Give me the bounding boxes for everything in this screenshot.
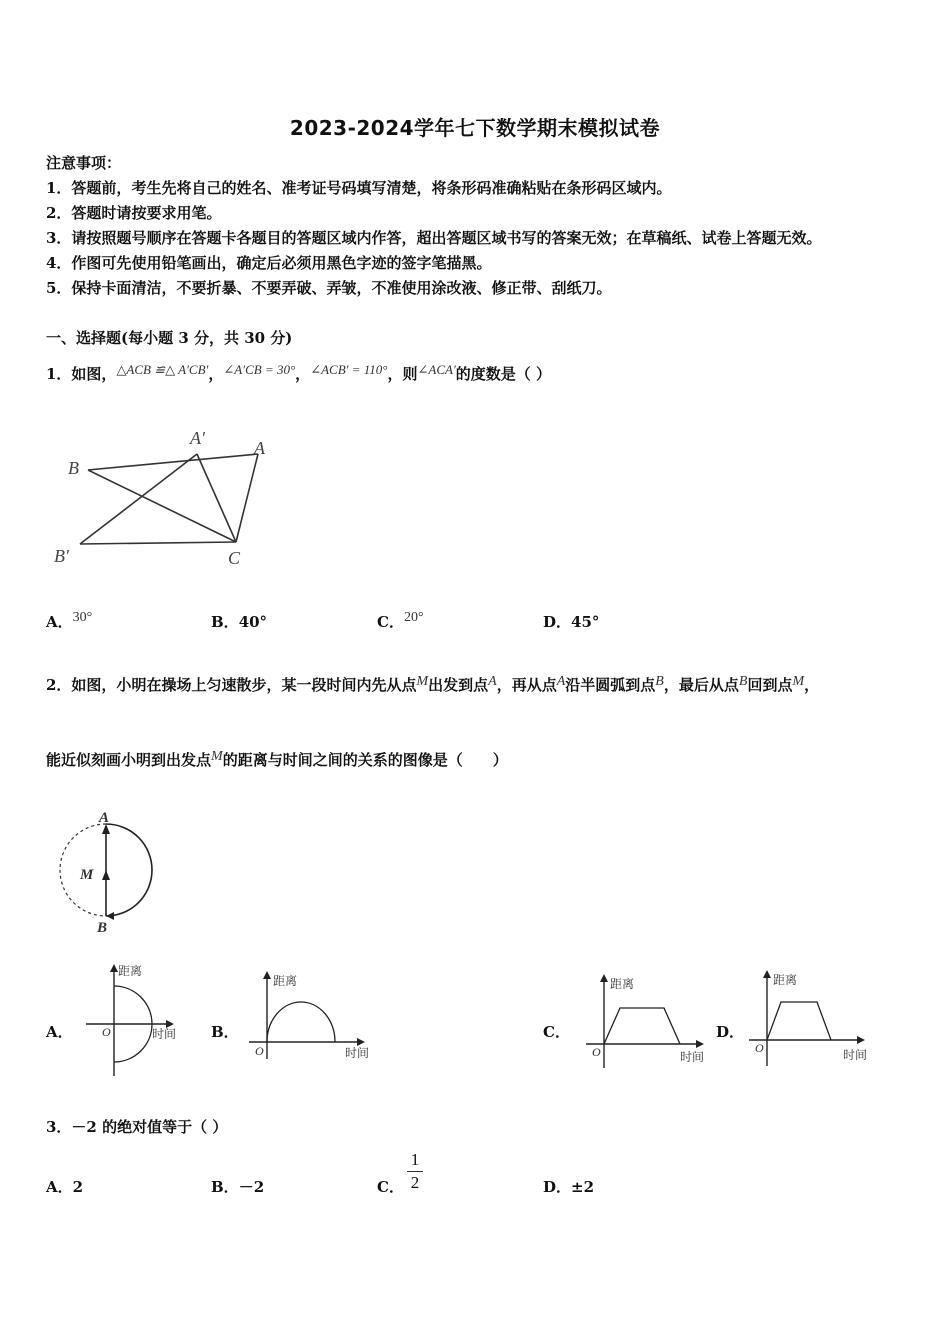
option-letter: A．: [46, 1023, 73, 1041]
q1-option-a[interactable]: [46, 611, 92, 632]
q2-point-M: M: [416, 674, 429, 689]
q2-text: ，: [804, 676, 820, 694]
option-letter: B．: [211, 613, 239, 631]
q2-graph-b[interactable]: [245, 965, 380, 1065]
notice-item-4: 4．作图可先使用铅笔画出，确定后必须用黑色字迹的签字笔描黑。: [46, 254, 492, 272]
x-axis-label: 时间: [345, 1046, 370, 1060]
x-axis-label: 时间: [843, 1048, 868, 1062]
y-axis-label: 距离: [118, 964, 143, 978]
notice-heading: 注意事项：: [46, 154, 122, 172]
option-letter: A．: [46, 613, 73, 631]
q1-option-d[interactable]: [543, 611, 599, 632]
origin-label: O: [255, 1044, 264, 1058]
q2-point-B: B: [655, 674, 664, 689]
q2-point-A: A: [556, 674, 566, 689]
option-letter: D．: [716, 1023, 745, 1041]
option-letter: D．: [543, 1178, 572, 1196]
origin-label: O: [592, 1045, 601, 1059]
option-value: 30°: [72, 610, 93, 625]
notice-item-5: 5．保持卡面清洁，不要折暴、不要弄破、弄皱，不准使用涂改液、修正带、刮纸刀。: [46, 279, 612, 297]
q2-text: 出发到点: [428, 676, 489, 694]
q2-text: ，再从点: [496, 676, 557, 694]
x-axis-label: 时间: [680, 1050, 705, 1064]
option-value: 2: [72, 1178, 84, 1196]
q2-option-d[interactable]: [716, 1021, 744, 1042]
graph-curve: [604, 1008, 680, 1044]
q1-condition-congruent: △ACB ≌△ A′CB′: [116, 362, 209, 377]
solid-semicircle-arc: [106, 824, 152, 916]
q3-fraction: [407, 1150, 423, 1193]
y-axis-label: 距离: [773, 973, 798, 987]
q1-condition-angle-2: ∠ACB′ = 110°: [310, 362, 388, 377]
x-axis-arrow-icon: [857, 1036, 865, 1044]
q3-option-c[interactable]: [377, 1176, 404, 1197]
q2-point-B: B: [738, 674, 748, 689]
option-value: 20°: [403, 610, 424, 625]
origin-label: O: [102, 1025, 111, 1039]
page-title: 2023-2024学年七下数学期末模拟试卷: [289, 116, 661, 140]
y-axis-arrow-icon: [763, 970, 771, 978]
arrow-left-icon: [106, 912, 114, 920]
label-A-prime: A′: [190, 428, 205, 448]
y-axis-arrow-icon: [110, 964, 118, 972]
y-axis-label: 距离: [273, 974, 298, 988]
notice-item-1: 1．答题前，考生先将自己的姓名、准考证号码填写清楚，将条形码准确粘贴在条形码区域内。: [46, 179, 672, 197]
q2-point-M: M: [792, 674, 805, 689]
segment-Bprime-Aprime: [80, 454, 197, 544]
option-value: ±2: [571, 1178, 595, 1196]
q2-option-a[interactable]: [46, 1021, 73, 1042]
segment-Bprime-C: [80, 542, 236, 544]
option-letter: C．: [377, 613, 404, 631]
option-letter: C．: [377, 1178, 404, 1196]
section-heading: 一、选择题(每小题 3 分，共 30 分): [46, 329, 293, 347]
q1-condition-angle-1: ∠A′CB = 30°: [223, 362, 296, 377]
q1-mid: ，则: [387, 365, 418, 383]
q2-graph-a[interactable]: [82, 960, 182, 1082]
q3-option-a[interactable]: [46, 1176, 83, 1197]
q1-sep-1: ，: [208, 365, 224, 383]
option-letter: C．: [543, 1023, 570, 1041]
q2-text: 沿半圆弧到点: [565, 676, 656, 694]
q2-text: 回到点: [747, 676, 793, 694]
q1-triangle-figure: [50, 420, 280, 575]
q2-option-b[interactable]: [211, 1021, 239, 1042]
question-2-stem-line-1: [46, 674, 819, 695]
fraction-numerator: 1: [410, 1150, 420, 1169]
q3-option-b[interactable]: [211, 1176, 264, 1197]
label-A: A: [254, 438, 265, 458]
segment-A-C: [236, 454, 258, 542]
question-3-stem: 3．－2 的绝对值等于（ ）: [46, 1118, 228, 1136]
label-C: C: [228, 548, 241, 568]
question-1-stem: [46, 363, 551, 384]
q2-point-M: M: [211, 749, 223, 764]
option-value: 40°: [238, 613, 268, 631]
label-A: A: [99, 810, 110, 826]
y-axis-arrow-icon: [263, 971, 271, 979]
graph-curve: [767, 1002, 831, 1040]
option-letter: B．: [211, 1023, 239, 1041]
segment-B-A: [88, 454, 258, 470]
y-axis-label: 距离: [610, 977, 635, 991]
q2-option-c[interactable]: [543, 1021, 570, 1042]
question-2-stem-line-2: [46, 749, 508, 770]
q2-path-figure: [52, 808, 162, 936]
option-value: －2: [238, 1178, 265, 1196]
fraction-denominator: 2: [410, 1173, 420, 1192]
x-axis-arrow-icon: [357, 1038, 365, 1046]
q1-sep-2: ，: [295, 365, 311, 383]
q1-target-angle: ∠ACA′: [417, 362, 456, 377]
q2-text: 能近似刻画小明到出发点: [46, 751, 212, 769]
y-axis-arrow-icon: [600, 974, 608, 982]
x-axis-arrow-icon: [696, 1040, 704, 1048]
q1-option-c[interactable]: [377, 611, 424, 632]
option-letter: D．: [543, 613, 572, 631]
arrow-up-icon: [102, 870, 110, 880]
option-value: 45°: [571, 613, 600, 631]
x-axis-label: 时间: [152, 1027, 177, 1041]
option-letter: A．: [46, 1178, 73, 1196]
q2-point-A: A: [488, 674, 497, 689]
q2-graph-d[interactable]: [745, 964, 875, 1068]
q3-option-d[interactable]: [543, 1176, 594, 1197]
q2-text: ，最后从点: [663, 676, 739, 694]
segment-Aprime-C: [197, 454, 236, 542]
q2-text: 的距离与时间之间的关系的图像是（ ）: [222, 751, 508, 769]
label-B: B: [68, 458, 79, 478]
label-B-prime: B′: [54, 546, 69, 566]
notice-item-2: 2．答题时请按要求用笔。: [46, 204, 222, 222]
q2-graph-c[interactable]: [582, 968, 712, 1070]
q1-prefix: 1．如图，: [46, 365, 117, 383]
option-letter: B．: [211, 1178, 239, 1196]
label-B: B: [97, 920, 108, 936]
q1-option-b[interactable]: [211, 611, 267, 632]
graph-curve: [267, 1002, 335, 1042]
label-M: M: [80, 867, 94, 883]
origin-label: O: [755, 1041, 764, 1055]
fraction-bar: [407, 1171, 423, 1172]
q2-text: 2．如图，小明在操场上匀速散步，某一段时间内先从点: [46, 676, 417, 694]
q1-suffix: 的度数是（ ）: [455, 365, 552, 383]
notice-item-3: 3．请按照题号顺序在答题卡各题目的答题区域内作答，超出答题区域书写的答案无效；在草稿纸、试卷上答题无效。: [46, 229, 822, 247]
